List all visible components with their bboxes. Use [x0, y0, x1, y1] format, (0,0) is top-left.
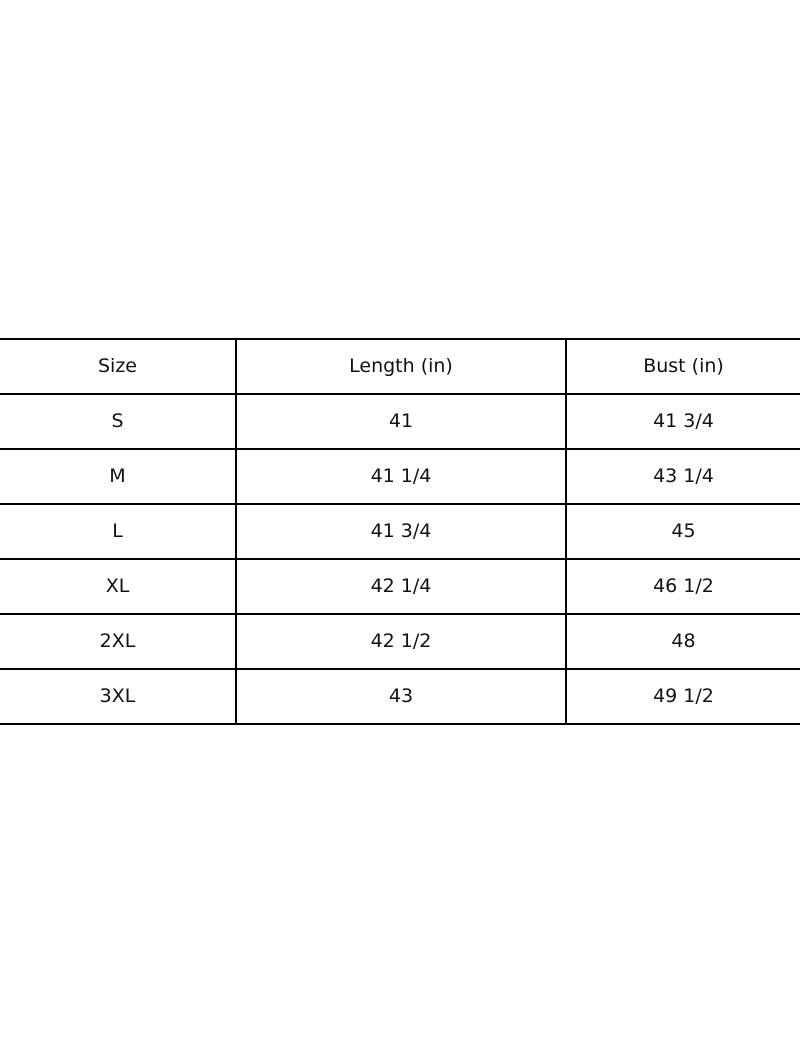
- table-row: [0, 394, 800, 449]
- size-chart-table: [0, 338, 800, 725]
- cell-bust: 45: [566, 504, 800, 559]
- cell-bust: 41 3/4: [566, 394, 800, 449]
- column-header-size: Size: [0, 339, 236, 394]
- table-row: [0, 504, 800, 559]
- column-header-bust: Bust (in): [566, 339, 800, 394]
- cell-size: S: [0, 394, 236, 449]
- cell-size: 3XL: [0, 669, 236, 724]
- column-header-length: Length (in): [236, 339, 566, 394]
- size-chart-container: [0, 338, 800, 725]
- cell-length: 43: [236, 669, 566, 724]
- cell-length: 41 1/4: [236, 449, 566, 504]
- cell-bust: 49 1/2: [566, 669, 800, 724]
- table-row: [0, 559, 800, 614]
- cell-length: 41 3/4: [236, 504, 566, 559]
- table-body: [0, 394, 800, 724]
- cell-length: 42 1/4: [236, 559, 566, 614]
- table-header-row: [0, 339, 800, 394]
- table-row: [0, 614, 800, 669]
- cell-size: XL: [0, 559, 236, 614]
- cell-length: 41: [236, 394, 566, 449]
- cell-size: 2XL: [0, 614, 236, 669]
- cell-length: 42 1/2: [236, 614, 566, 669]
- cell-size: M: [0, 449, 236, 504]
- cell-size: L: [0, 504, 236, 559]
- cell-bust: 48: [566, 614, 800, 669]
- table-row: [0, 449, 800, 504]
- cell-bust: 46 1/2: [566, 559, 800, 614]
- table-header: [0, 339, 800, 394]
- table-row: [0, 669, 800, 724]
- cell-bust: 43 1/4: [566, 449, 800, 504]
